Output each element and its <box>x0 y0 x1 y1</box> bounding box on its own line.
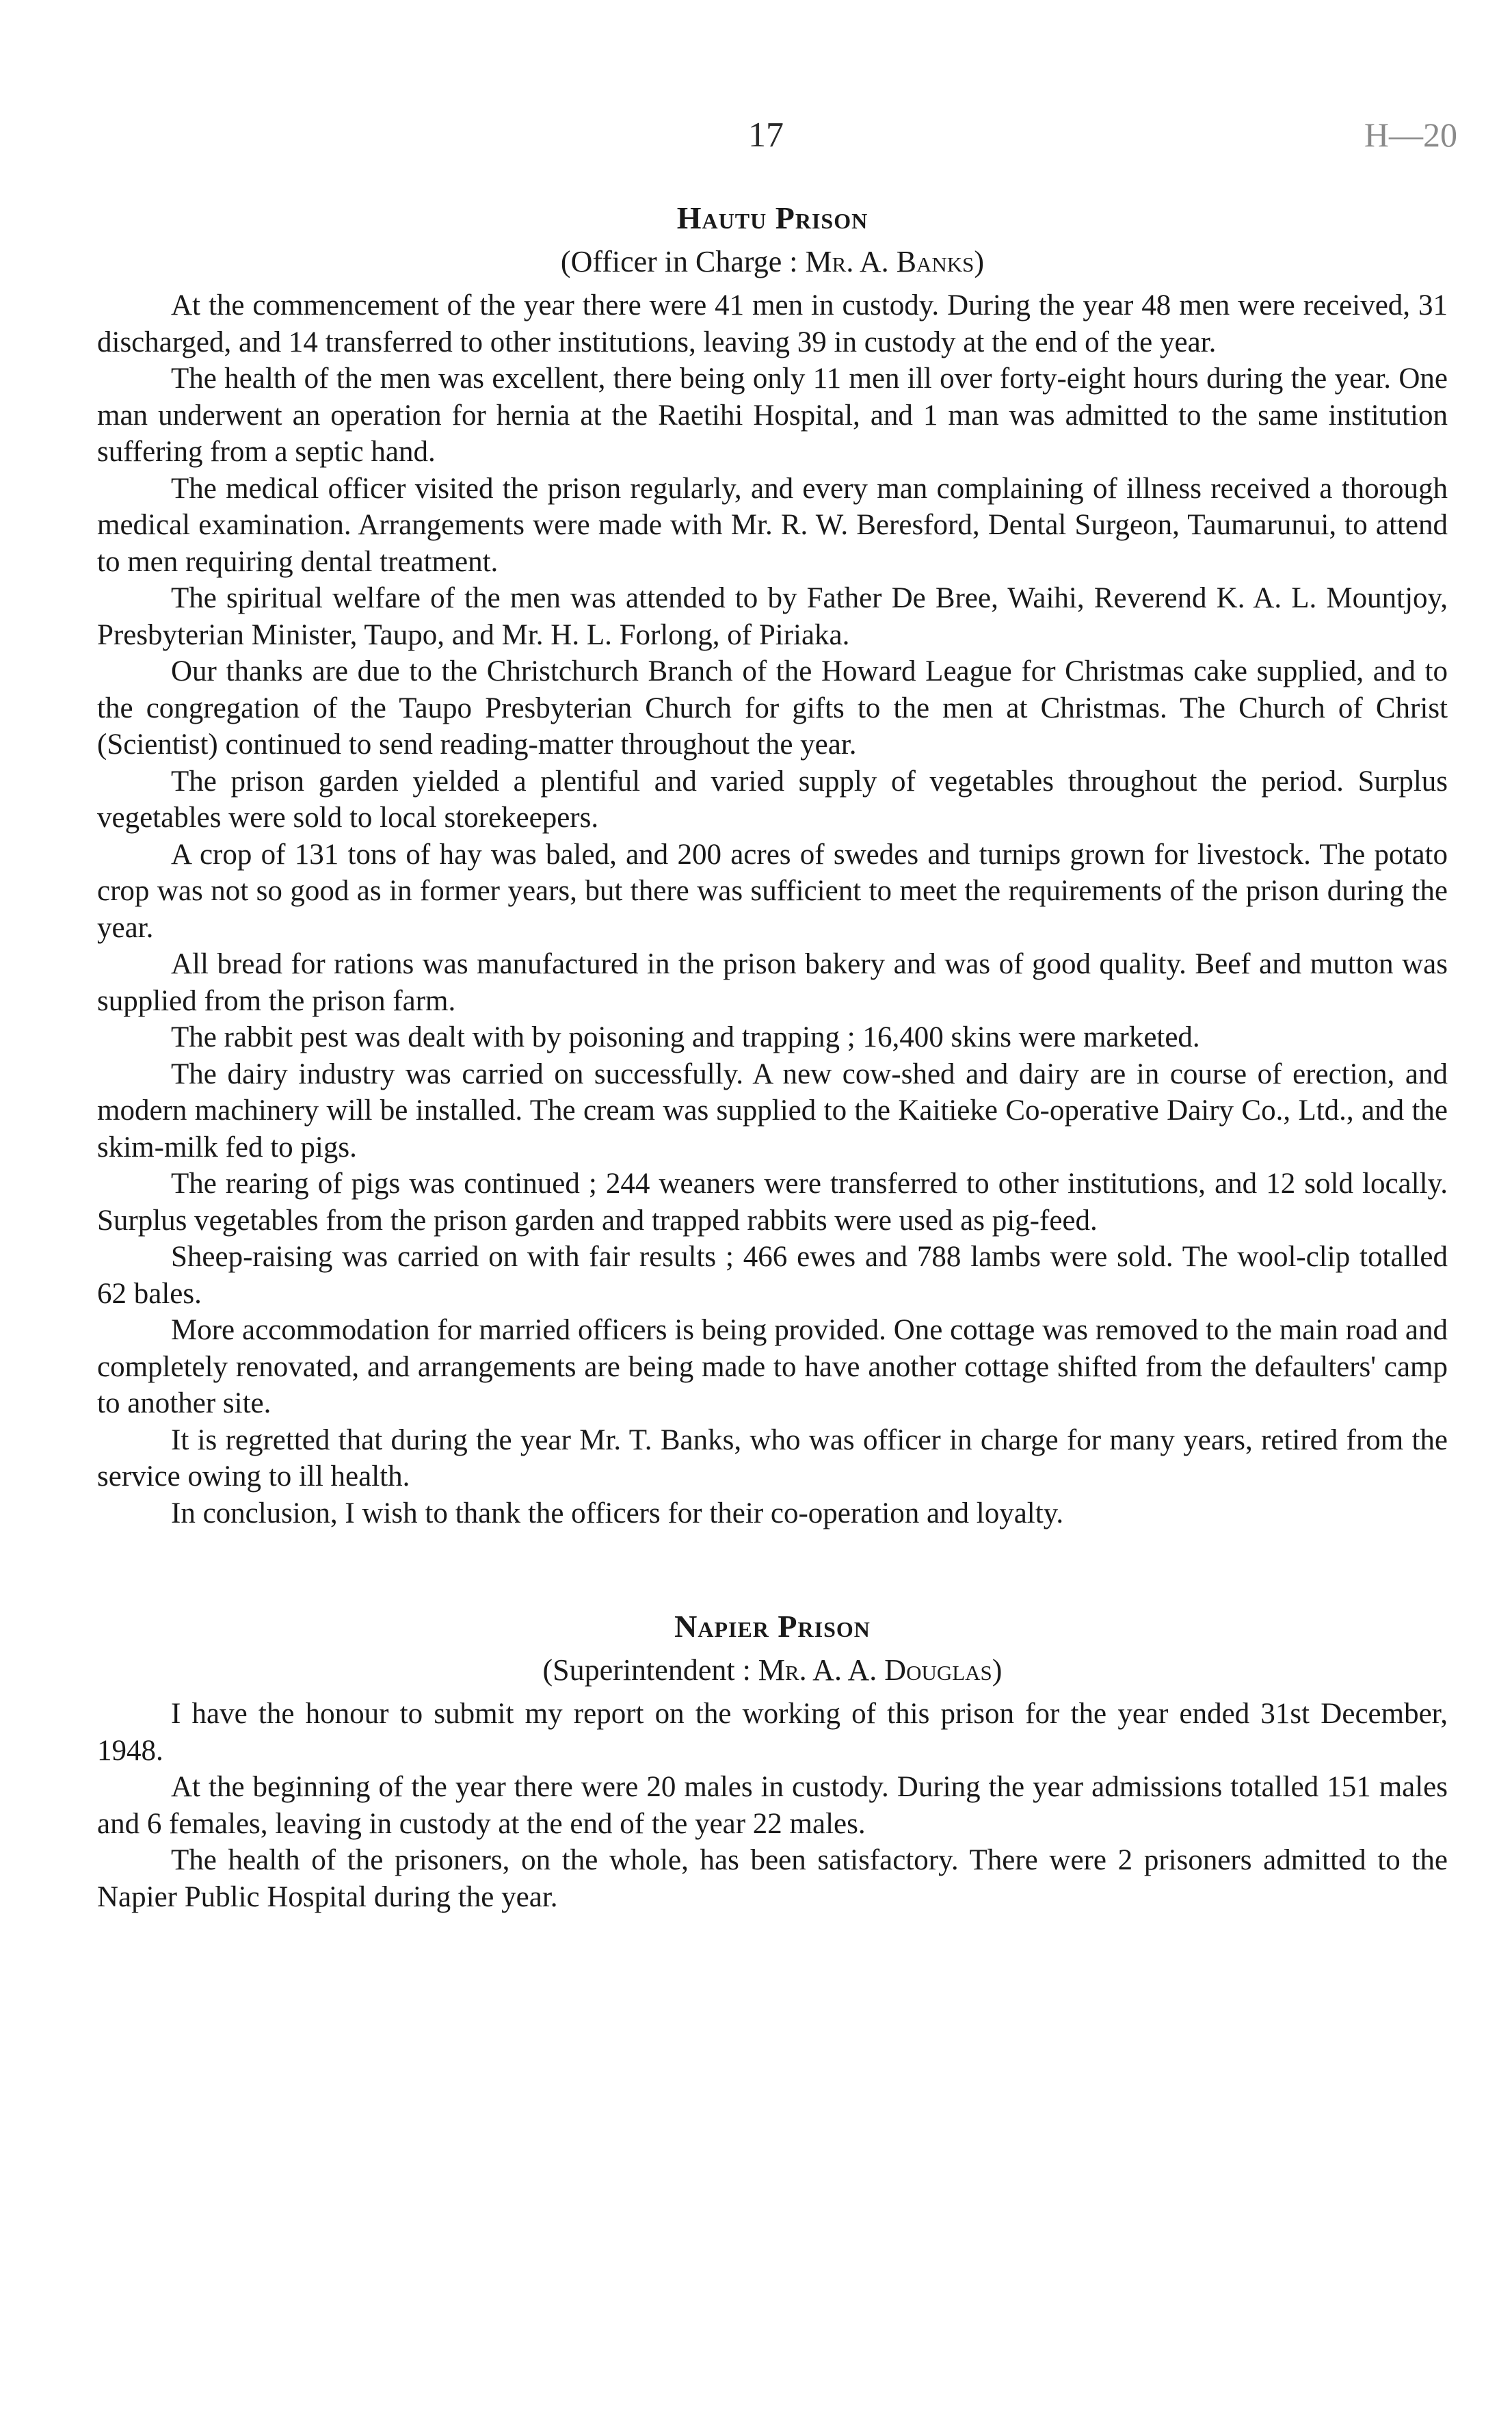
paragraph: A crop of 131 tons of hay was baled, and 200 acres of swedes and turnips grown for livestock. The potato crop was not so good as in former years, but there was sufficient to meet the requirements of the prison during the year. <box>97 838 1448 944</box>
paragraph: The rearing of pigs was continued ; 244 weaners were transferred to other institutions, and 12 sold locally. Surplus vegetables from the prison garden and trapped rabbits were used as pig-feed. <box>97 1168 1448 1237</box>
officer-line <box>97 242 1448 282</box>
paragraph: Sheep-raising was carried on with fair results ; 466 ewes and 788 lambs were sold. The wool-clip totalled 62 bales. <box>97 1241 1448 1310</box>
paragraph: All bread for rations was manufactured in the prison bakery and was of good quality. Beef and mutton was supplied from the prison farm. <box>97 948 1448 1017</box>
report-body <box>97 198 1448 1915</box>
section-napier-prison <box>97 1607 1448 1915</box>
paragraph: The health of the prisoners, on the whole, has been satisfactory. There were 2 prisoners admitted to the Napier Public Hospital during the year. <box>97 1844 1448 1913</box>
section-hautu-prison <box>97 198 1448 1532</box>
section-title: Napier Prison <box>674 1609 871 1644</box>
paragraph: More accommodation for married officers is being provided. One cottage was removed to the main road and completely renovated, and arrangements are being made to have another cottage shifted from the defaulters' camp to another site. <box>97 1314 1448 1419</box>
officer-label: (Superintendent : <box>542 1653 751 1687</box>
section-title: Hautu Prison <box>676 200 868 235</box>
paragraph: The spiritual welfare of the men was attended to by Father De Bree, Waihi, Reverend K. A. L. Mountjoy, Presbyterian Minister, Taupo, and Mr. H. L. Forlong, of Piriaka. <box>97 582 1448 651</box>
paragraph: In conclusion, I wish to thank the officers for their co-operation and loyalty. <box>171 1497 1064 1529</box>
officer-line <box>97 1651 1448 1690</box>
paragraph: Our thanks are due to the Christchurch Branch of the Howard League for Christmas cake supplied, and to the congregation of the Taupo Presbyterian Church for gifts to the men at Christmas. The Church of Christ (Scientist) continued to send reading-matter throughout the year. <box>97 655 1448 761</box>
page-number: 17 <box>748 116 784 155</box>
paragraph: I have the honour to submit my report on the working of this prison for the year ended 31st December, 1948. <box>97 1698 1448 1767</box>
paragraph: The rabbit pest was dealt with by poisoning and trapping ; 16,400 skins were marketed. <box>171 1021 1200 1053</box>
paragraph: The medical officer visited the prison regularly, and every man complaining of illness received a thorough medical examination. Arrangements were made with Mr. R. W. Beresford, Dental Surgeon, Taumarunui, to attend to men requiring dental treatment. <box>97 472 1448 578</box>
paragraph: The prison garden yielded a plentiful and varied supply of vegetables throughout the period. Surplus vegetables were sold to local storekeepers. <box>97 765 1448 834</box>
officer-name: Mr. A. A. Douglas) <box>758 1653 1003 1687</box>
paragraph: The dairy industry was carried on successfully. A new cow-shed and dairy are in course of erection, and modern machinery will be installed. The cream was supplied to the Kaitieke Co-operative Dairy Co., Ltd., and the skim-milk fed to pigs. <box>97 1057 1448 1164</box>
paragraph: The health of the men was excellent, there being only 11 men ill over forty-eight hours during the year. One man underwent an operation for hernia at the Raetihi Hospital, and 1 man was admitted to the same institution suffering from a septic hand. <box>97 363 1448 468</box>
officer-label: (Officer in Charge : <box>560 245 798 278</box>
officer-name: Mr. A. Banks) <box>805 245 985 278</box>
paragraph: It is regretted that during the year Mr. T. Banks, who was officer in charge for many years, retired from the service owing to ill health. <box>97 1423 1448 1493</box>
paragraph: At the commencement of the year there were 41 men in custody. During the year 48 men were received, 31 discharged, and 14 transferred to other institutions, leaving 39 in custody at the end of the year. <box>97 289 1448 358</box>
section-spacer <box>97 1532 1448 1607</box>
document-reference: H—20 <box>1364 116 1457 154</box>
paragraph: At the beginning of the year there were 20 males in custody. During the year admissions totalled 151 males and 6 females, leaving in custody at the end of the year 22 males. <box>97 1771 1448 1840</box>
